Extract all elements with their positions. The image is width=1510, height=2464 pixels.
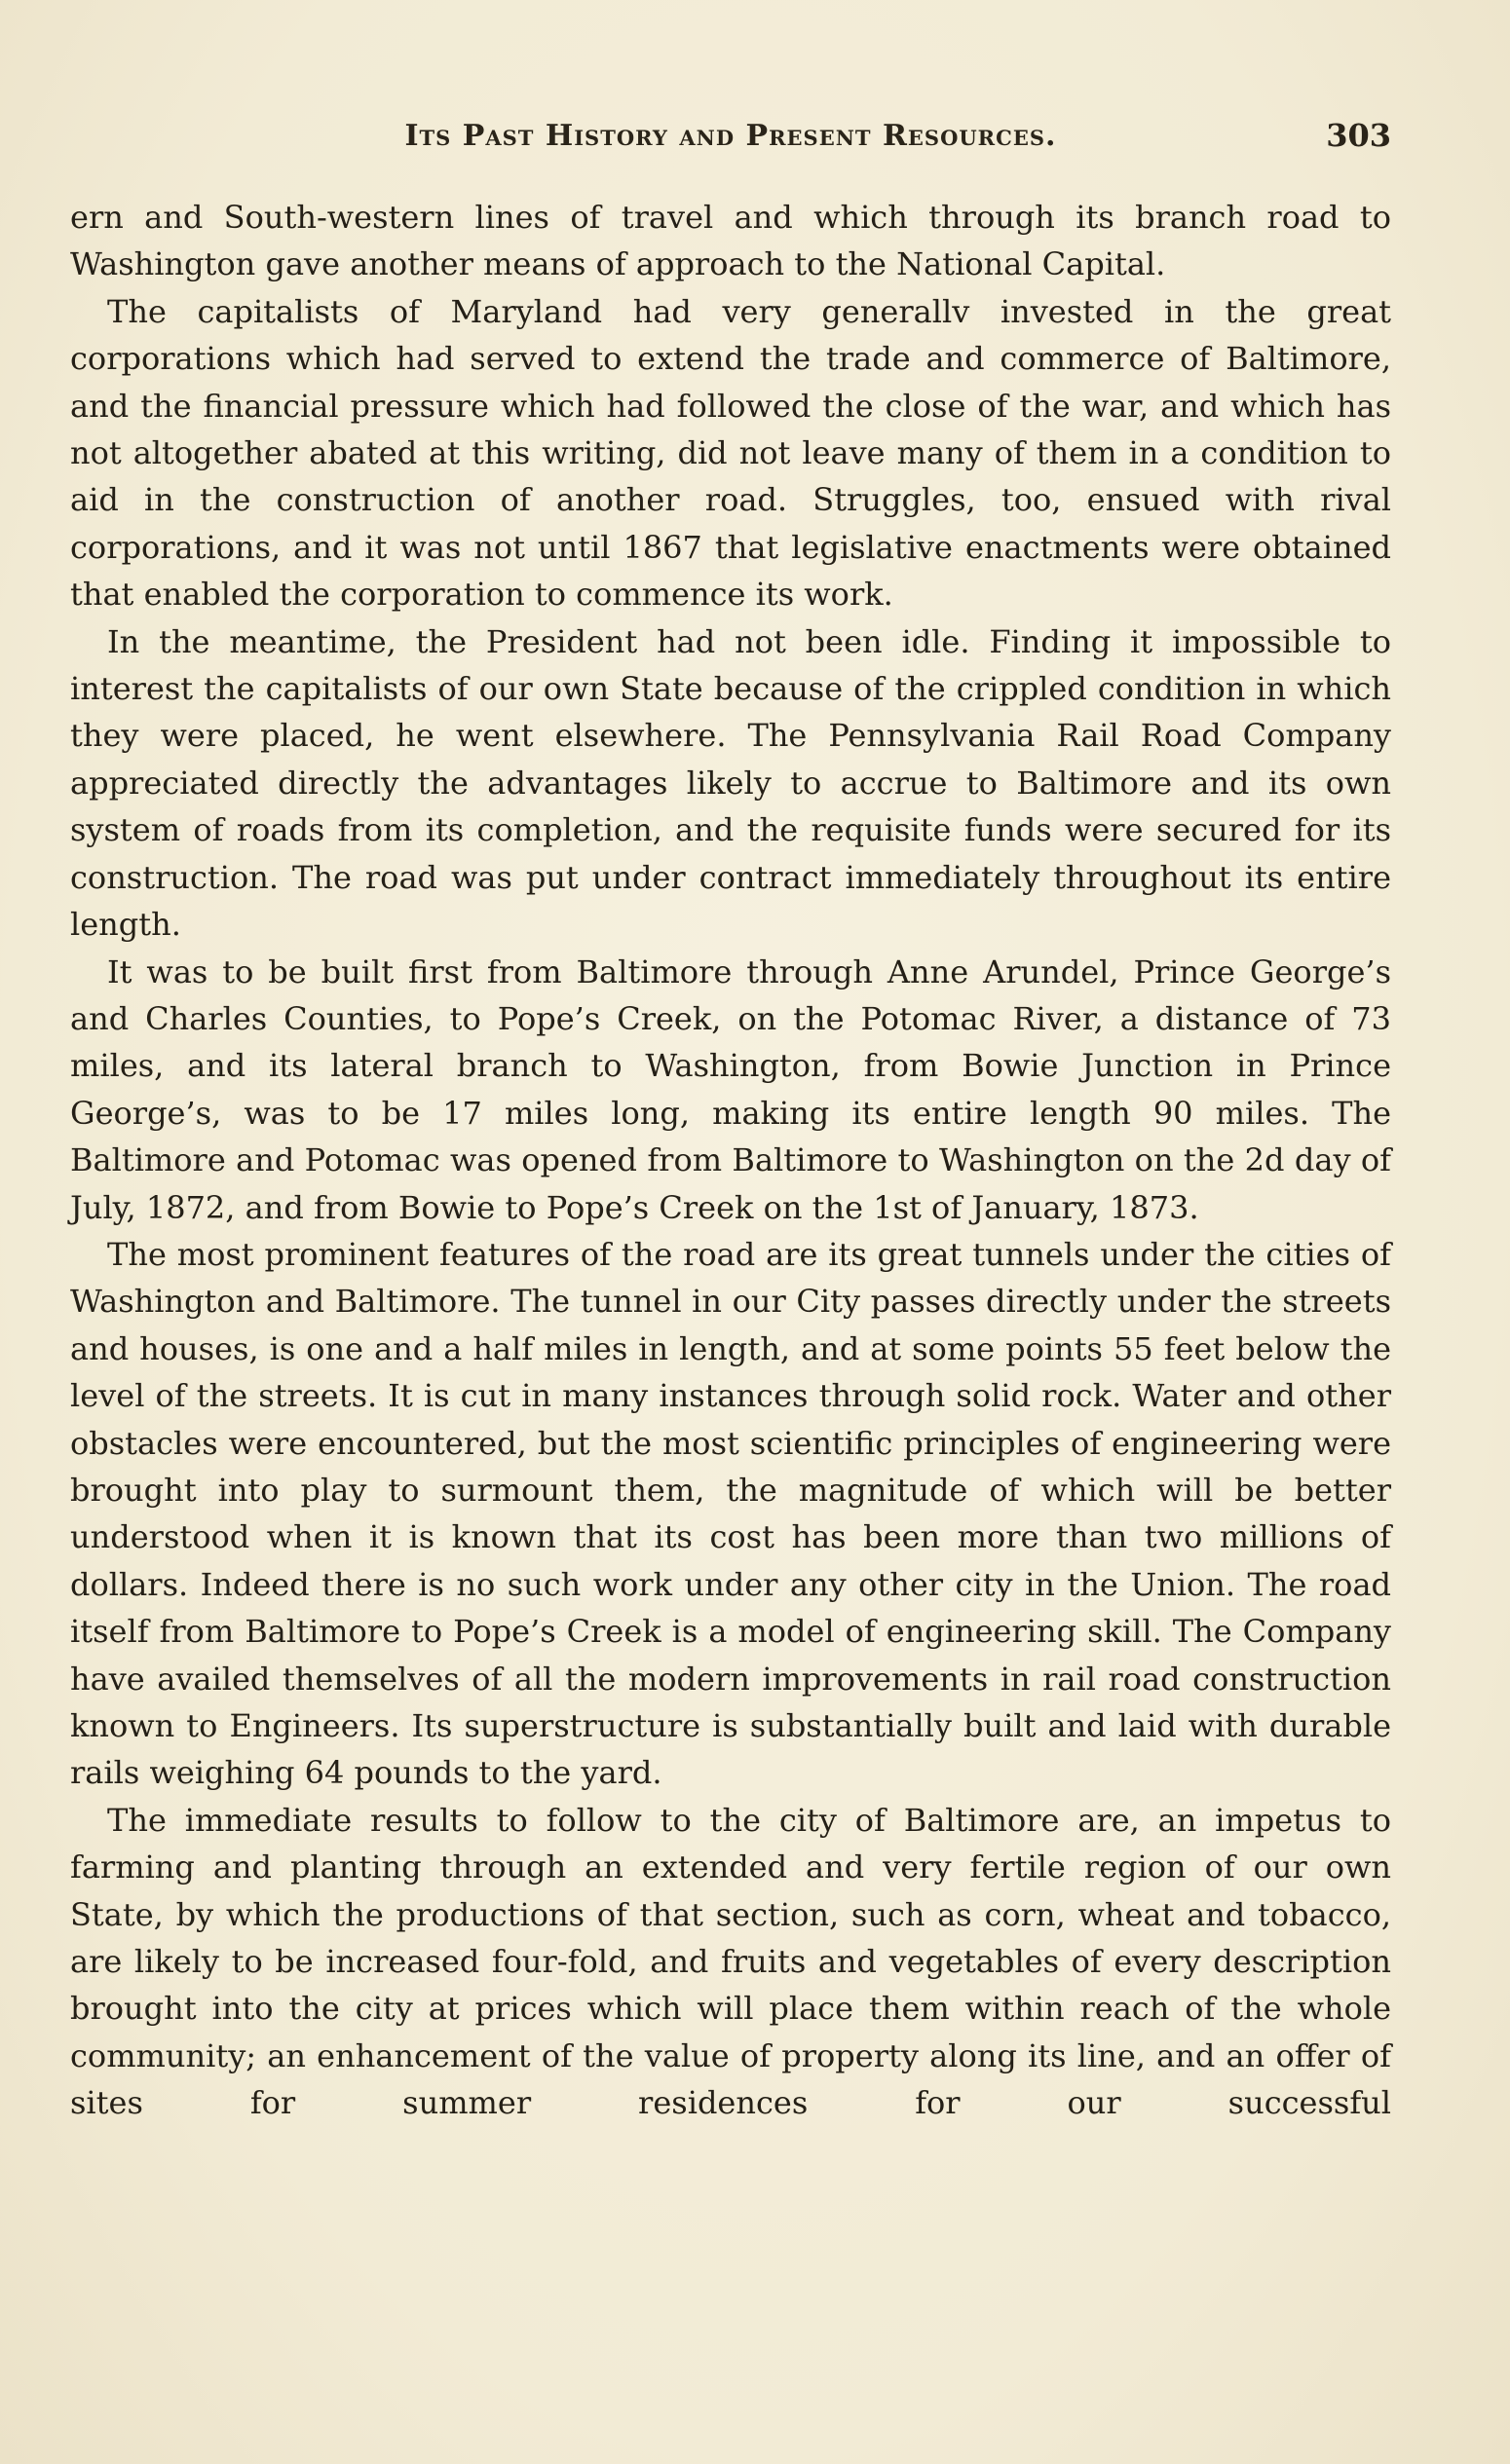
paragraph-5: The most prominent features of the road are its great tunnels under the cities of Washington and Baltimore. The tunnel in our City passes directly under the streets and houses, is one and a half miles in length, and at some points 55 feet below the level of the streets. It is cut in many instances through solid rock. Water and other obstacles were encountered, but the most scientific principles of engineering were brought into play to surmount them, the magnitude of which will be better understood when it is known that its cost has been more than two millions of dollars. Indeed there is no such work under any other city in the Union. The road itself from Baltimore to Pope’s Creek is a model of engineering skill. The Company have availed themselves of all the modern improvements in rail road construction known to Engineers. Its superstructure is substantially built and laid with durable rails weighing 64 pounds to the yard. [70, 1235, 1391, 1792]
running-head: Its Past History and Present Resources. [404, 119, 1057, 153]
body-text [70, 194, 1391, 2127]
paragraph-4: It was to be built first from Baltimore through Anne Arundel, Prince George’s and Charles Counties, to Pope’s Creek, on the Potomac River, a distance of 73 miles, and its lateral branch to Washington, from Bowie Junction in Prince George’s, was to be 17 miles long, making its entire length 90 miles. The Baltimore and Potomac was opened from Baltimore to Washington on the 2d day of July, 1872, and from Bowie to Pope’s Creek on the 1st of January, 1873. [70, 952, 1391, 1226]
paragraph-1: ern and South-western lines of travel and which through its branch road to Washington gave another means of approach to the National Capital. [70, 199, 1391, 283]
page-header [70, 115, 1391, 162]
paragraph-3: In the meantime, the President had not been idle. Finding it impossible to interest the capitalists of our own State because of the crippled condition in which they were placed, he went elsewhere. The Pennsylvania Rail Road Company appreciated directly the advantages likely to accrue to Baltimore and its own system of roads from its completion, and the requisite funds were secured for its construction. The road was put under contract immediately throughout its entire length. [70, 622, 1391, 944]
paragraph-2: The capitalists of Maryland had very generallv invested in the great corporations which had served to extend the trade and commerce of Baltimore, and the financial pressure which had followed the close of the war, and which has not altogether abated at this writing, did not leave many of them in a condition to aid in the construction of another road. Struggles, too, ensued with rival corporations, and it was not until 1867 that legislative enactments were obtained that enabled the corporation to commence its work. [70, 292, 1391, 614]
paragraph-6: The immediate results to follow to the city of Baltimore are, an impetus to farming and planting through an extended and very fertile region of our own State, by which the productions of that section, such as corn, wheat and tobacco, are likely to be increased four-fold, and fruits and vegetables of every description brought into the city at prices which will place them within reach of the whole community; an enhancement of the value of property along its line, and an offer of sites for summer residences for our successful [70, 1801, 1391, 2122]
page-number: 303 [1326, 117, 1391, 154]
